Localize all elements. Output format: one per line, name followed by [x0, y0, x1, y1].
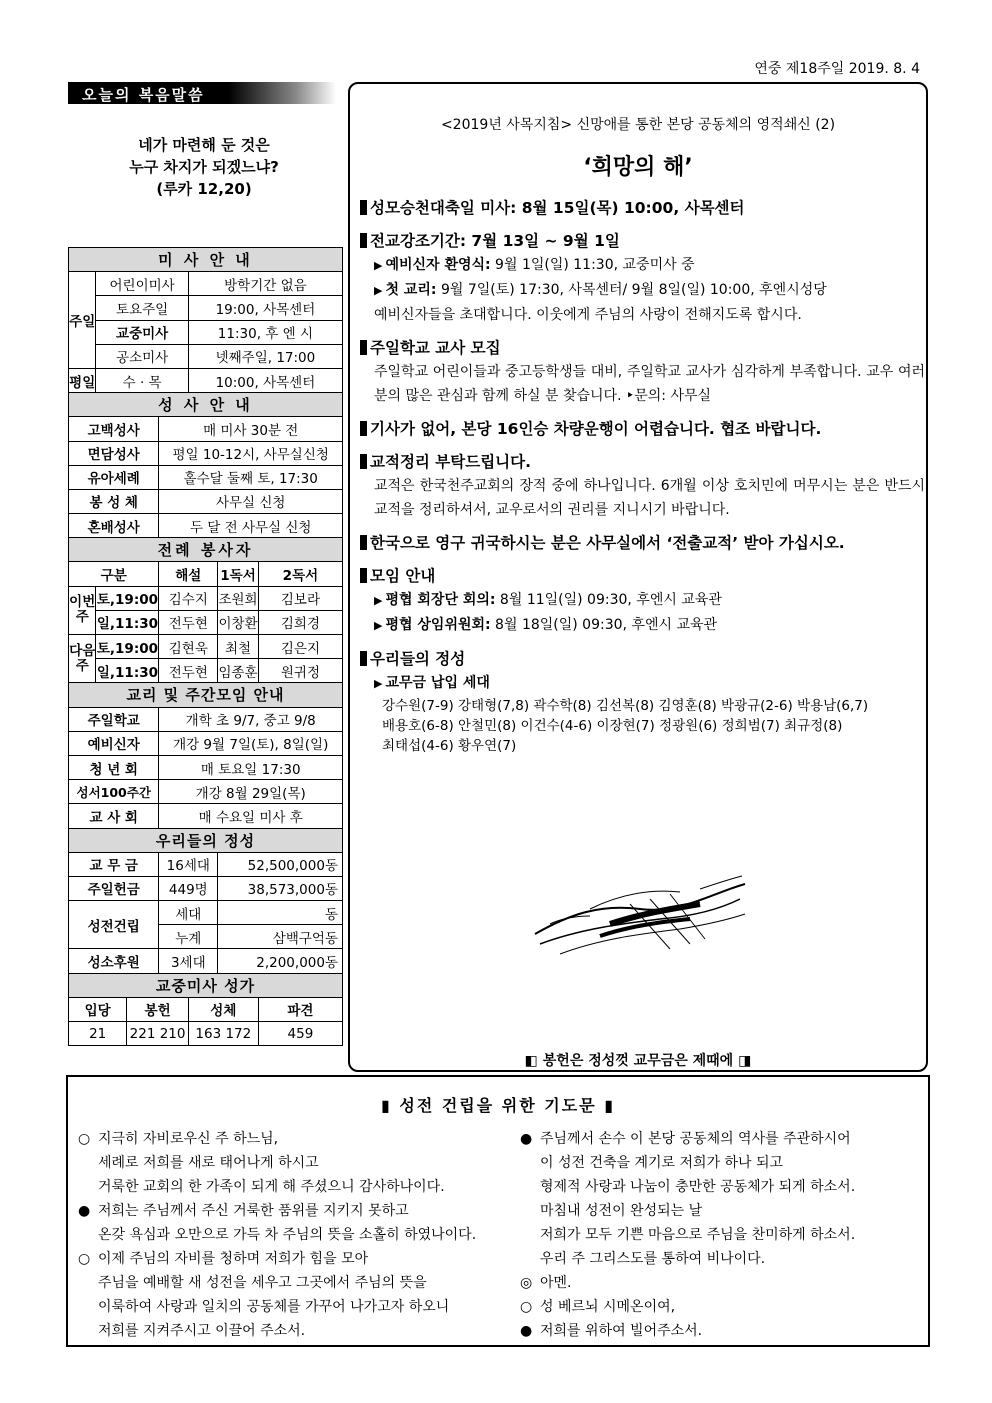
server-name: 김수지	[159, 586, 218, 610]
square-bullet-icon	[360, 200, 367, 215]
notice-heading	[360, 647, 925, 671]
prayer-text: 아멘.	[540, 1275, 572, 1291]
prayer-marker-icon: ●	[520, 1323, 533, 1339]
prayer-marker-icon: ○	[78, 1251, 91, 1267]
prayer-text: 저희를 지켜주시고 이끌어 주소서.	[98, 1323, 306, 1339]
prayer-title: ▮ 성전 건립을 위한 기도문 ▮	[380, 1096, 616, 1115]
offering-label: 교 무 금	[69, 852, 159, 876]
square-bullet-icon	[360, 421, 367, 436]
hymn-number: 21	[69, 1022, 127, 1046]
gospel-banner: 오늘의 복음말씀	[68, 82, 336, 104]
prayer-line	[78, 1295, 476, 1319]
mass-value: 10:00, 사목센터	[188, 368, 342, 392]
mass-value: 방학기간 없음	[188, 272, 342, 296]
notice-heading-text: 주일학교 교사 모집	[370, 339, 501, 357]
prayer-line	[520, 1223, 855, 1247]
prayer-marker-icon: ◎	[520, 1275, 533, 1291]
notice-line-text: 8월 18일(일) 09:30, 후엔시 교육관	[490, 617, 718, 633]
offering-amount: 동	[218, 901, 343, 925]
server-name: 조원희	[218, 586, 259, 610]
triangle-bullet-icon: ▶	[374, 677, 383, 690]
prayer-text: 주님께서 손수 이 본당 공동체의 역사를 주관하시어	[540, 1131, 851, 1147]
mass-label: 수 · 목	[96, 368, 188, 392]
prayer-line	[520, 1175, 855, 1199]
notice-line	[360, 303, 925, 327]
notice-item	[360, 417, 925, 441]
server-time: 일,11:30	[96, 610, 159, 634]
weekday-label: 평일	[69, 368, 96, 392]
servers-header: 해설	[159, 562, 218, 586]
prayer-text: 주님을 예배할 새 성전을 세우고 그곳에서 주님의 뜻을	[98, 1275, 427, 1291]
prayer-line	[78, 1127, 476, 1151]
gospel-line: 누구 차지가 되겠느냐?	[129, 158, 279, 176]
sacrament-label: 유아세례	[69, 465, 159, 489]
notice-line-label: 첫 교리:	[385, 282, 437, 298]
donor-names-line: 강수원(7-9) 강태형(7,8) 곽수학(8) 김선복(8) 김영훈(8) 박광규(2-6) 박용남(6,7)	[382, 698, 869, 714]
hands-illustration	[530, 864, 750, 964]
catechism-value: 개학 초 9/7, 중고 9/8	[159, 707, 343, 731]
catechism-label: 교 사 회	[69, 804, 159, 828]
server-name: 전두현	[159, 659, 218, 683]
notice-footer: ◧ 봉헌은 정성껏 교무금은 제때에 ◨	[524, 1053, 752, 1069]
notice-heading	[360, 417, 925, 441]
mass-title: 미 사 안 내	[69, 248, 343, 272]
server-name: 김보라	[258, 586, 342, 610]
servers-header: 2독서	[258, 562, 342, 586]
server-name: 전두현	[159, 610, 218, 634]
donor-names	[360, 696, 925, 756]
mass-value: 넷째주일, 17:00	[188, 344, 342, 368]
square-bullet-icon	[360, 454, 367, 469]
mass-label: 토요주일	[96, 296, 188, 320]
notice-line-text: 주일학교 어린이들과 중고등학생들 대비, 주일학교 교사가 심각하게 부족합니다. 교우 여러분의 많은 관심과 함께 하실 분 찾습니다. ‣문의: 사무실	[374, 364, 925, 404]
catechism-value: 매 토요일 17:30	[159, 755, 343, 779]
prayer-text: 마침내 성전이 완성되는 날	[540, 1203, 703, 1219]
notice-line-label: 예비신자 환영식:	[385, 257, 491, 273]
hymn-number: 221 210	[127, 1022, 188, 1046]
notice-item	[360, 196, 925, 220]
notice-heading	[360, 336, 925, 360]
notice-heading	[360, 450, 925, 474]
notice-heading-text: 교적정리 부탁드립니다.	[370, 453, 532, 471]
gospel-verse	[68, 134, 340, 200]
catechism-value: 매 수요일 미사 후	[159, 804, 343, 828]
hymn-number: 459	[258, 1022, 342, 1046]
notice-heading-text: 우리들의 정성	[370, 650, 466, 668]
square-bullet-icon	[360, 535, 367, 550]
servers-header: 구분	[69, 562, 159, 586]
notice-line-text: 교적은 한국천주교회의 장적 중에 하나입니다. 6개월 이상 호치민에 머무시는 분은 반드시 교적을 정리하셔서, 교우로서의 권리를 지니시기 바랍니다.	[374, 478, 925, 518]
prayer-text: 온갖 욕심과 오만으로 가득 차 주님의 뜻을 소홀히 하였나이다.	[98, 1227, 477, 1243]
prayer-marker-icon: ●	[520, 1131, 533, 1147]
catechism-title: 교리 및 주간모임 안내	[69, 683, 343, 707]
sacrament-label: 봉 성 체	[69, 489, 159, 513]
info-table	[68, 247, 343, 1046]
offering-amount: 2,200,000동	[218, 949, 343, 973]
prayer-text: 이룩하여 사랑과 일치의 공동체를 가꾸어 나가고자 하오니	[98, 1299, 450, 1315]
notice-line-label: 교무금 납입 세대	[385, 675, 490, 691]
notice-line	[360, 253, 925, 278]
next-week-label: 다음주	[69, 635, 96, 683]
mass-label: 공소미사	[96, 344, 188, 368]
catechism-label: 예비신자	[69, 731, 159, 755]
notice-item	[360, 450, 925, 522]
notice-line	[360, 278, 925, 303]
prayer-left-column	[78, 1127, 476, 1343]
server-time: 일,11:30	[96, 659, 159, 683]
prayer-line	[78, 1223, 476, 1247]
prayer-line	[78, 1319, 476, 1343]
hymns-title: 교중미사 성가	[69, 973, 343, 997]
prayer-line	[520, 1199, 855, 1223]
notice-line-text: 예비신자들을 초대합니다. 이웃에게 주님의 사랑이 전해지도록 합시다.	[374, 307, 802, 323]
prayer-text: 성 베르뇌 시메온이여,	[540, 1299, 676, 1315]
offering-count: 16세대	[159, 852, 218, 876]
servers-title: 전례 봉사자	[69, 538, 343, 562]
sacrament-value: 두 달 전 사무실 신청	[159, 514, 343, 538]
notice-item	[360, 336, 925, 408]
mass-label: 어린이미사	[96, 272, 188, 296]
hymn-header: 성체	[188, 997, 258, 1021]
notice-line	[360, 588, 925, 613]
hymn-number: 163 172	[188, 1022, 258, 1046]
server-time: 토,19:00	[96, 635, 159, 659]
server-name: 김현욱	[159, 635, 218, 659]
square-bullet-icon	[360, 651, 367, 666]
prayer-right-column	[520, 1127, 855, 1343]
offering-count: 3세대	[159, 949, 218, 973]
catechism-value: 개강 8월 29일(목)	[159, 780, 343, 804]
prayer-text: 이 성전 건축을 계기로 저희가 하나 되고	[540, 1155, 784, 1171]
offering-label: 성소후원	[69, 949, 159, 973]
prayer-marker-icon: ●	[78, 1203, 91, 1219]
prayer-text: 저희가 모두 기쁜 마음으로 주님을 찬미하게 하소서.	[540, 1227, 856, 1243]
server-name: 김희경	[258, 610, 342, 634]
notice-line-text: 9월 1일(일) 11:30, 교중미사 중	[490, 257, 695, 273]
notice-heading-text: 성모승천대축일 미사: 8월 15일(목) 10:00, 사목센터	[370, 199, 745, 217]
sacrament-title: 성 사 안 내	[69, 393, 343, 417]
prayer-line	[78, 1247, 476, 1271]
server-name: 이창환	[218, 610, 259, 634]
catechism-label: 성서100주간	[69, 780, 159, 804]
notice-heading	[360, 564, 925, 588]
sacrament-label: 면담성사	[69, 441, 159, 465]
notice-box	[348, 82, 928, 1072]
offering-amount: 52,500,000동	[218, 852, 343, 876]
notice-heading-text: 전교강조기간: 7월 13일 ~ 9월 1일	[370, 232, 620, 250]
notice-item	[360, 229, 925, 327]
notice-heading	[360, 229, 925, 253]
hymn-header: 파견	[258, 997, 342, 1021]
notice-line-label: 평협 회장단 회의:	[385, 592, 496, 608]
hymn-header: 봉헌	[127, 997, 188, 1021]
prayer-text: 세례로 저희를 새로 태어나게 하시고	[98, 1155, 319, 1171]
square-bullet-icon	[360, 340, 367, 355]
prayer-line	[520, 1127, 855, 1151]
notice-item	[360, 564, 925, 638]
notice-heading	[360, 531, 925, 555]
notice-item	[360, 647, 925, 756]
prayer-text: 거룩한 교회의 한 가족이 되게 해 주셨으니 감사하나이다.	[98, 1179, 445, 1195]
sunday-label: 주일	[69, 272, 96, 369]
sacrament-value: 사무실 신청	[159, 489, 343, 513]
issue-date: 연중 제18주일 2019. 8. 4	[754, 61, 920, 77]
square-bullet-icon	[360, 568, 367, 583]
square-bullet-icon	[360, 233, 367, 248]
prayer-text: 저희를 위하여 빌어주소서.	[540, 1323, 703, 1339]
notice-line-text: 8월 11일(일) 09:30, 후엔시 교육관	[495, 592, 722, 608]
notice-heading	[360, 196, 925, 220]
sacrament-value: 평일 10-12시, 사무실신청	[159, 441, 343, 465]
sacrament-value: 매 미사 30분 전	[159, 417, 343, 441]
building-label: 성전건립	[69, 901, 159, 949]
notice-item	[360, 531, 925, 555]
notice-title: ‘희망의 해’	[583, 155, 693, 180]
prayer-text: 지극히 자비로우신 주 하느님,	[98, 1131, 279, 1147]
notice-heading-text: 한국으로 영구 귀국하시는 분은 사무실에서 ‘전출교적’ 받아 가십시오.	[370, 534, 845, 552]
prayer-marker-icon: ○	[78, 1131, 91, 1147]
server-name: 김은지	[258, 635, 342, 659]
prayer-line	[520, 1295, 855, 1319]
offering-label: 주일헌금	[69, 876, 159, 900]
prayer-marker-icon: ○	[520, 1299, 533, 1315]
mass-value: 11:30, 후 엔 시	[188, 320, 342, 344]
prayer-line	[78, 1271, 476, 1295]
sacrament-value: 홀수달 둘째 토, 17:30	[159, 465, 343, 489]
notice-heading-text: 기사가 없어, 본당 16인승 차량운행이 어렵습니다. 협조 바랍니다.	[370, 420, 822, 438]
donor-names-line: 최태섭(4-6) 황우연(7)	[382, 738, 517, 754]
prayer-line	[520, 1271, 855, 1295]
server-name: 원귀정	[258, 659, 342, 683]
prayer-text: 형제적 사랑과 나눔이 충만한 공동체가 되게 하소서.	[540, 1179, 856, 1195]
offering-title: 우리들의 정성	[69, 828, 343, 852]
hymn-header: 입당	[69, 997, 127, 1021]
prayer-line	[78, 1151, 476, 1175]
sacrament-label: 고백성사	[69, 417, 159, 441]
prayer-text: 저희는 주님께서 주신 거룩한 품위를 지키지 못하고	[98, 1203, 409, 1219]
this-week-label: 이번주	[69, 586, 96, 634]
notice-line	[360, 474, 925, 522]
mass-label: 교중미사	[96, 320, 188, 344]
notice-line	[360, 613, 925, 638]
prayer-box	[66, 1075, 930, 1347]
notice-line-label: 평협 상임위원회:	[385, 617, 491, 633]
notice-heading-text: 모임 안내	[370, 567, 436, 585]
prayer-line	[78, 1199, 476, 1223]
prayer-line	[520, 1247, 855, 1271]
sacrament-label: 혼배성사	[69, 514, 159, 538]
catechism-value: 개강 9월 7일(토), 8일(일)	[159, 731, 343, 755]
prayer-line	[520, 1319, 855, 1343]
catechism-label: 주일학교	[69, 707, 159, 731]
triangle-bullet-icon: ▶	[374, 259, 383, 272]
notice-items	[360, 196, 925, 765]
notice-line	[360, 360, 925, 408]
server-name: 최철	[218, 635, 259, 659]
prayer-line	[520, 1151, 855, 1175]
prayer-text: 우리 주 그리스도를 통하여 비나이다.	[540, 1251, 766, 1267]
notice-line-text: 9월 7일(토) 17:30, 사목센터/ 9월 8일(일) 10:00, 후엔시성당	[436, 282, 827, 298]
offering-amount: 38,573,000동	[218, 876, 343, 900]
offering-count: 세대	[159, 901, 218, 925]
triangle-bullet-icon: ▶	[374, 594, 383, 607]
catechism-label: 청 년 회	[69, 755, 159, 779]
server-time: 토,19:00	[96, 586, 159, 610]
gospel-line: (루카 12,20)	[156, 180, 252, 198]
prayer-text: 이제 주님의 자비를 청하며 저희가 힘을 모아	[98, 1251, 369, 1267]
notice-line	[360, 671, 925, 696]
offering-amount: 삼백구억동	[218, 925, 343, 949]
gospel-line: 네가 마련해 둔 것은	[138, 136, 270, 154]
triangle-bullet-icon: ▶	[374, 284, 383, 297]
mass-value: 19:00, 사목센터	[188, 296, 342, 320]
notice-subtitle: <2019년 사목지침> 신망애를 통한 본당 공동체의 영적쇄신 (2)	[440, 117, 836, 133]
offering-count: 누계	[159, 925, 218, 949]
offering-count: 449명	[159, 876, 218, 900]
server-name: 임종훈	[218, 659, 259, 683]
triangle-bullet-icon: ▶	[374, 619, 383, 632]
servers-header: 1독서	[218, 562, 259, 586]
donor-names-line: 배용호(6-8) 안철민(8) 이건수(4-6) 이장현(7) 정광원(6) 정희범(7) 최규정(8)	[382, 718, 843, 734]
prayer-line	[78, 1175, 476, 1199]
